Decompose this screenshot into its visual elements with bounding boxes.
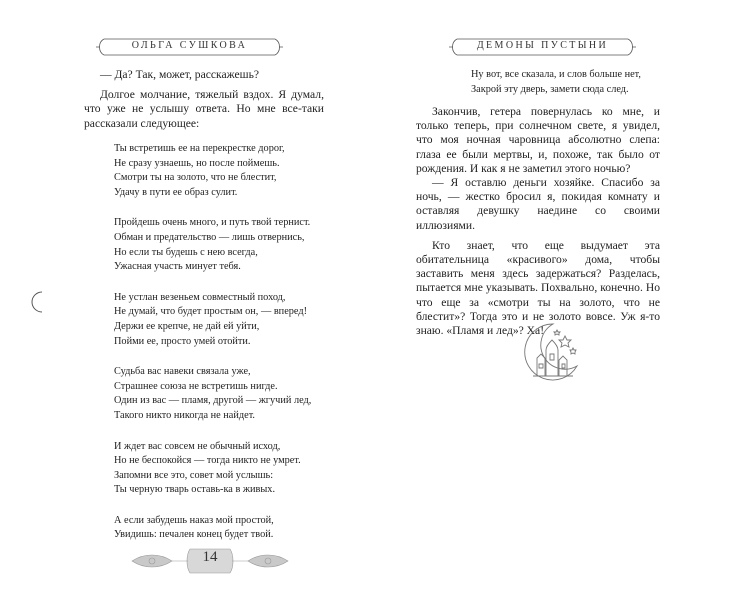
left-prose [84,68,324,131]
poem-stanza [114,142,334,200]
verse-line: Обман и предательство — лишь отвернись, [114,231,305,243]
verse-line: Страшнее союза не встретишь нигде. [114,380,278,392]
verse-line: Закрой эту дверь, замети сюда след. [471,83,629,95]
verse-line: Но не беспокойся — тогда никто не умрет. [114,455,301,467]
right-paragraph: — Я оставлю деньги хозяйке. Спасибо за ночь, — жестко бросил я, покидая комнату и оставляя девушку наедине со своими иллюзиями. [416,176,660,232]
verse-line: Держи ее крепче, не дай ей уйти, [114,320,260,332]
verse-line: Запомни все это, совет мой услышь: [114,469,274,481]
verse-line: Увидишь: печален конец будет твой. [114,529,274,541]
verse-line: Не устлан везеньем совместный поход, [114,291,286,303]
verse-line: Пройдешь очень много, и путь твой тернист. [114,217,311,229]
verse-line: Смотри ты на золото, что не блестит, [114,172,277,184]
right-running-header [449,36,636,58]
verse-line: Удачу в пути ее образ сулит. [114,186,238,198]
verse-line: Ужасная участь минует тебя. [114,261,241,273]
verse-line: Ты черную тварь оставь-ка в живых. [114,484,276,496]
page-number-ornament [130,547,290,575]
verse-line: Ты встретишь ее на перекрестке дорог, [114,143,285,154]
opening-line: — Да? Так, может, расскажешь? [100,68,259,81]
right-paragraph: Закончив, гетера повернулась ко мне, и только теперь, при солнечном свете, я увидел, что моя ночная чаровница абсолютно слепа: глаза ее были мертвы, и, похоже, так было от рождения. И как я не заметил этого ночью? [416,105,660,175]
left-running-header [96,36,283,58]
right-header-title: ДЕМОНЫ ПУСТЫНИ [476,40,609,51]
poem-stanza [114,216,334,274]
right-prose [416,105,660,338]
right-page [375,0,750,605]
moon-city-emblem-icon [515,320,585,382]
crescent-outline-icon [28,290,50,314]
poem-stanza [114,514,334,543]
poem-stanza [114,440,334,498]
right-paragraph: Кто знает, что еще выдумает эта обитательница «красивого» дома, чтобы заставить меня здесь задержаться? Разделась, пытается мне указывать. Похвально, конечно. Но что еще за «смотри ты на золото, что не блестит»? Тогда это и не золото вовсе. Уж я-то знаю. «Пламя и лед»? Ха! [416,238,660,338]
page-number: 14 [202,549,218,565]
left-paragraph: Долгое молчание, тяжелый вздох. Я думал, что уже не услышу ответа. Но мне все-таки рассказали следующее: [84,88,324,130]
verse-line: Но если ты будешь с нею всегда, [114,246,258,258]
verse-line: Ну вот, все сказала, и слов больше нет, [471,69,641,80]
left-header-title: ОЛЬГА СУШКОВА [131,40,248,51]
poem [114,142,334,559]
verse-line: А если забудешь наказ мой простой, [114,514,274,526]
verse-line: Один из вас — пламя, другой — жгучий лед, [114,395,312,407]
poem-stanza [114,365,334,423]
crescent-filled-icon [700,290,722,314]
poem-stanza [114,291,334,349]
verse-line: Судьба вас навеки связала уже, [114,366,251,378]
verse-line: Такого никто никогда не найдет. [114,409,255,421]
verse-line: Пойми ее, просто умей отойти. [114,335,251,347]
verse-line: Не думай, что будет простым он, — вперед! [114,306,308,318]
verse-line: Не сразу узнаешь, но после поймешь. [114,157,280,169]
poem-ending [471,68,691,97]
verse-line: И ждет вас совсем не обычный исход, [114,440,281,452]
